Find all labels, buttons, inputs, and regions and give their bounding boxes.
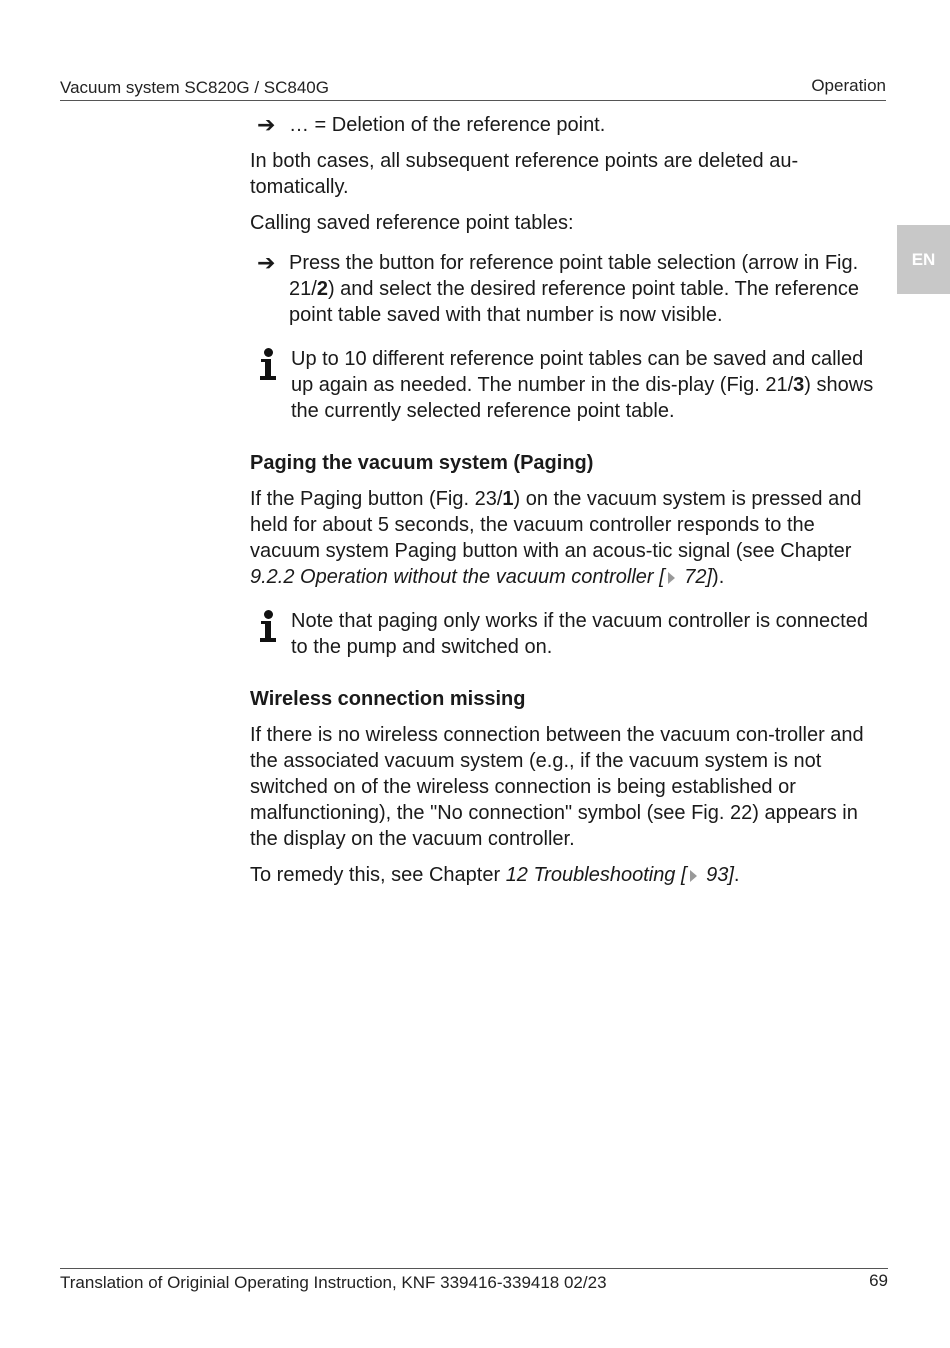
header-section-name: Operation <box>811 76 886 95</box>
header-document-title: Vacuum system SC820G / SC840G <box>60 78 329 97</box>
step-deletion-text: … = Deletion of the reference point. <box>289 114 606 136</box>
arrow-right-icon: ➔ <box>257 112 276 137</box>
info-paging-text: Note that paging only works if the vacuum controller is connected to the pump and switched on. <box>291 610 868 658</box>
footer-divider <box>60 1268 888 1269</box>
remedy-text-end: . <box>733 864 740 886</box>
chapter-link-troubleshooting[interactable]: 12 Troubleshooting [ 93] <box>505 864 734 886</box>
heading-wireless: Wireless connection missing <box>250 688 526 710</box>
heading-paging: Paging the vacuum system (Paging) <box>250 452 594 474</box>
paragraph-calling-tables: Calling saved reference point tables: <box>250 212 574 234</box>
chapter-link-operation-without-controller[interactable]: 9.2.2 Operation without the vacuum controller [ 72] <box>250 566 713 588</box>
main-content <box>250 112 880 888</box>
figure-callout-number: 2 <box>316 278 328 300</box>
page-reference-icon <box>690 870 697 882</box>
info-icon <box>260 610 276 644</box>
figure-callout-number: 1 <box>502 488 514 510</box>
step-press-button <box>250 250 880 328</box>
paragraph-wireless: If there is no wireless connection between the vacuum con-troller and the associated vacuum system (e.g., if the vacuum system is not switched on of the wireless connection is being established or malfunctioning), the "No connection" symbol (see Fig. 22) appears in the display on the vacuum controller. <box>250 724 864 850</box>
info-tables-text-end: ) shows the currently selected reference point table. <box>291 374 874 422</box>
header-divider <box>60 100 886 101</box>
arrow-right-icon: ➔ <box>257 250 276 275</box>
paging-text-end: ). <box>712 566 725 588</box>
language-tab: EN <box>897 225 950 294</box>
step-deletion <box>250 112 880 138</box>
info-note-paging <box>250 608 880 660</box>
remedy-text-start: To remedy this, see Chapter <box>250 864 506 886</box>
paragraph-both-cases: In both cases, all subsequent reference points are deleted au-tomatically. <box>250 150 799 198</box>
step-press-text-start: Press the button for reference point table selection (arrow in Fig. 21/ <box>289 252 859 300</box>
figure-callout-number: 3 <box>793 374 805 396</box>
page-number: 69 <box>869 1271 888 1290</box>
footer-document-info: Translation of Originial Operating Instruction, KNF 339416-339418 02/23 <box>60 1273 607 1292</box>
info-tables-text-start: Up to 10 different reference point tables can be saved and called up again as needed. The number in the dis-play (Fig. 21/ <box>291 348 864 396</box>
info-note-tables <box>250 346 880 424</box>
paging-text-start: If the Paging button (Fig. 23/ <box>250 488 503 510</box>
step-press-text-end: ) and select the desired reference point table. The reference point table saved with that number is now visible. <box>289 278 860 326</box>
paragraph-remedy <box>250 862 880 888</box>
page-reference-icon <box>668 572 675 584</box>
info-icon <box>260 348 276 382</box>
paging-text-mid: ) on the vacuum system is pressed and held for about 5 seconds, the vacuum controller responds to the vacuum system Paging button with an acous-tic signal (see Chapter <box>250 488 862 562</box>
paragraph-paging <box>250 486 880 590</box>
